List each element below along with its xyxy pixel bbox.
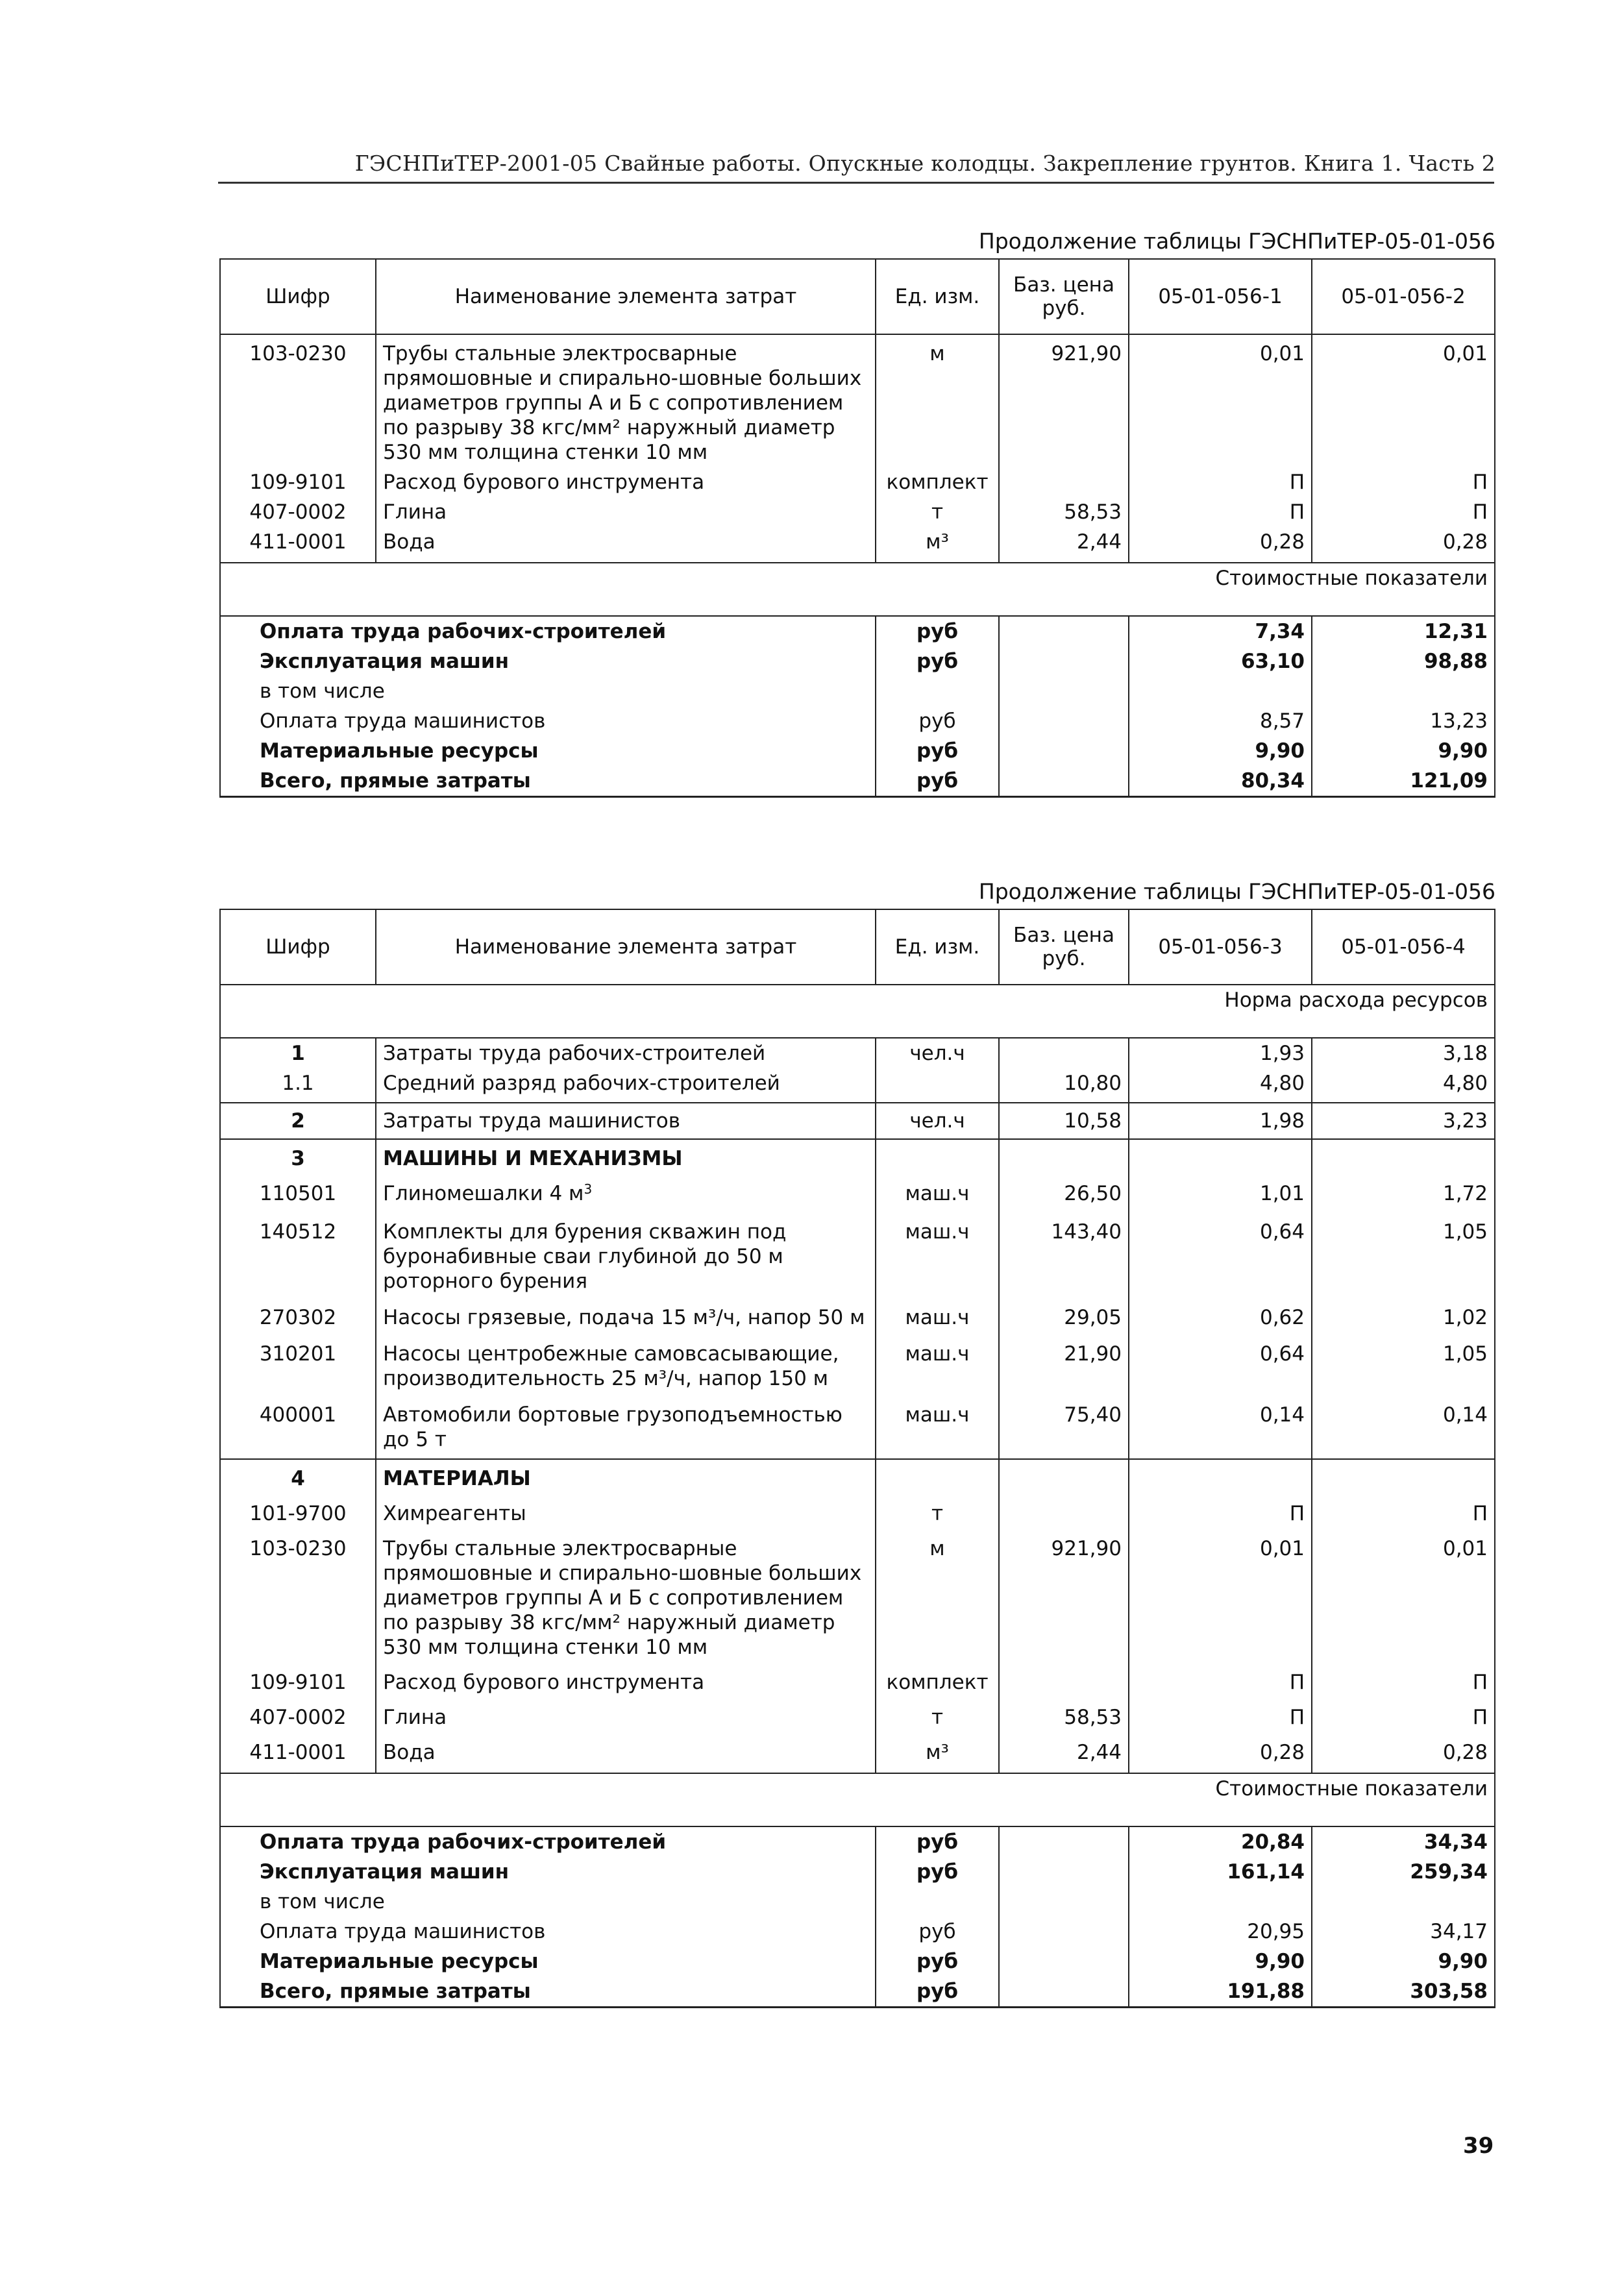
cost-price-empty — [999, 1887, 1129, 1917]
cost-value-1: 80,34 — [1129, 766, 1312, 797]
col-header-code: Шифр — [220, 259, 376, 334]
cost-unit — [876, 1887, 999, 1917]
row-unit: м — [876, 334, 999, 467]
cost-row — [220, 706, 1495, 736]
table-row — [220, 1697, 1495, 1732]
cost-label: Всего, прямые затраты — [220, 766, 876, 797]
cost-row — [220, 736, 1495, 766]
cost-value-1: 191,88 — [1129, 1976, 1312, 2008]
row-value-2: 3,18 — [1312, 1038, 1495, 1068]
row-code: 310201 — [220, 1333, 376, 1394]
row-unit: т — [876, 1493, 999, 1529]
row-value-2: П — [1312, 467, 1495, 497]
row-name: Комплекты для бурения скважин под буронабивные сваи глубиной до 50 м роторного бурения — [376, 1211, 876, 1296]
row-value-2: 0,14 — [1312, 1394, 1495, 1459]
row-price — [999, 1038, 1129, 1068]
row-unit: маш.ч — [876, 1296, 999, 1333]
cost-row — [220, 1887, 1495, 1917]
row-value-2: 0,01 — [1312, 334, 1495, 467]
row-code: 109-9101 — [220, 467, 376, 497]
row-value-2 — [1312, 1139, 1495, 1174]
col-header-code: Шифр — [220, 909, 376, 985]
table2-cost-band-row — [220, 1773, 1495, 1826]
table1-caption: Продолжение таблицы ГЭСНПиТЕР-05-01-056 — [978, 228, 1495, 254]
table1-cost-rows — [220, 616, 1495, 797]
row-price: 26,50 — [999, 1174, 1129, 1211]
norm-band-label: Норма расхода ресурсов — [220, 985, 1495, 1038]
row-name: Расход бурового инструмента — [376, 1662, 876, 1697]
cost-value-2: 13,23 — [1312, 706, 1495, 736]
row-value-1: 0,01 — [1129, 334, 1312, 467]
row-value-1: 0,62 — [1129, 1296, 1312, 1333]
row-value-1: П — [1129, 1697, 1312, 1732]
row-value-2: 1,05 — [1312, 1211, 1495, 1296]
cost-label: Оплата труда рабочих-строителей — [220, 616, 876, 646]
row-value-2: 3,23 — [1312, 1103, 1495, 1139]
cost-row — [220, 646, 1495, 676]
row-price: 143,40 — [999, 1211, 1129, 1296]
col-header-norm-1: 05-01-056-1 — [1129, 259, 1312, 334]
row-value-1: П — [1129, 497, 1312, 527]
cost-price-empty — [999, 1857, 1129, 1887]
table-row — [220, 1732, 1495, 1773]
row-name: Расход бурового инструмента — [376, 467, 876, 497]
row-price: 10,80 — [999, 1068, 1129, 1103]
row-value-2: 1,02 — [1312, 1296, 1495, 1333]
cost-price-empty — [999, 676, 1129, 706]
table2-caption: Продолжение таблицы ГЭСНПиТЕР-05-01-056 — [978, 879, 1495, 904]
page-number: 39 — [1463, 2133, 1494, 2159]
row-value-1: 1,01 — [1129, 1174, 1312, 1211]
header-rule — [218, 182, 1494, 184]
col-header-unit: Ед. изм. — [876, 259, 999, 334]
row-value-1: П — [1129, 1662, 1312, 1697]
row-code: 3 — [220, 1139, 376, 1174]
cost-label: Материальные ресурсы — [220, 1947, 876, 1976]
col-header-price: Баз. цена руб. — [999, 909, 1129, 985]
row-code: 1 — [220, 1038, 376, 1068]
row-value-2: П — [1312, 1697, 1495, 1732]
cost-unit: руб — [876, 766, 999, 797]
row-value-1: 1,93 — [1129, 1038, 1312, 1068]
row-unit: маш.ч — [876, 1333, 999, 1394]
row-name: Глина — [376, 1697, 876, 1732]
cost-value-2: 9,90 — [1312, 736, 1495, 766]
row-code: 2 — [220, 1103, 376, 1139]
cost-label: в том числе — [220, 1887, 876, 1917]
row-unit: маш.ч — [876, 1174, 999, 1211]
row-price — [999, 1493, 1129, 1529]
cost-row — [220, 1826, 1495, 1857]
row-price: 58,53 — [999, 497, 1129, 527]
row-price — [999, 1139, 1129, 1174]
row-value-2: 4,80 — [1312, 1068, 1495, 1103]
cost-label: Оплата труда машинистов — [220, 706, 876, 736]
row-value-1: П — [1129, 467, 1312, 497]
cost-value-2: 34,17 — [1312, 1917, 1495, 1947]
cost-value-1: 20,95 — [1129, 1917, 1312, 1947]
table-row — [220, 1333, 1495, 1394]
row-value-1 — [1129, 1139, 1312, 1174]
row-unit — [876, 1459, 999, 1493]
table-row — [220, 1529, 1495, 1662]
cost-value-2: 303,58 — [1312, 1976, 1495, 2008]
table-row — [220, 1211, 1495, 1296]
cost-label: Оплата труда рабочих-строителей — [220, 1826, 876, 1857]
row-value-2 — [1312, 1459, 1495, 1493]
row-code: 407-0002 — [220, 497, 376, 527]
row-value-2: 0,28 — [1312, 1732, 1495, 1773]
cost-unit: руб — [876, 706, 999, 736]
cost-value-1: 7,34 — [1129, 616, 1312, 646]
cost-value-1: 9,90 — [1129, 1947, 1312, 1976]
cost-value-2: 259,34 — [1312, 1857, 1495, 1887]
cost-value-1: 161,14 — [1129, 1857, 1312, 1887]
row-code: 407-0002 — [220, 1697, 376, 1732]
row-name: Трубы стальные электросварные прямошовные и спирально-шовные больших диаметров группы А и Б с сопротивлением по разрыву 38 кгс/мм² наружный диаметр 530 мм толщина стенки 10 мм — [376, 334, 876, 467]
row-unit: т — [876, 497, 999, 527]
cost-price-empty — [999, 1976, 1129, 2008]
row-price: 10,58 — [999, 1103, 1129, 1139]
col-header-norm-2: 05-01-056-2 — [1312, 259, 1495, 334]
table-row — [220, 527, 1495, 563]
cost-row — [220, 766, 1495, 797]
row-name: Затраты труда рабочих-строителей — [376, 1038, 876, 1068]
table1 — [219, 258, 1495, 798]
row-price: 75,40 — [999, 1394, 1129, 1459]
row-code: 1.1 — [220, 1068, 376, 1103]
row-unit: м — [876, 1529, 999, 1662]
cost-unit: руб — [876, 736, 999, 766]
cost-row — [220, 1857, 1495, 1887]
row-name: Насосы грязевые, подача 15 м³/ч, напор 50 м — [376, 1296, 876, 1333]
row-unit: чел.ч — [876, 1038, 999, 1068]
table-row — [220, 334, 1495, 467]
row-price — [999, 467, 1129, 497]
cost-value-2: 98,88 — [1312, 646, 1495, 676]
row-value-1: 0,14 — [1129, 1394, 1312, 1459]
cost-price-empty — [999, 1917, 1129, 1947]
row-value-2: 1,72 — [1312, 1174, 1495, 1211]
row-value-1 — [1129, 1459, 1312, 1493]
cost-price-empty — [999, 646, 1129, 676]
row-price — [999, 1459, 1129, 1493]
row-name: Вода — [376, 1732, 876, 1773]
row-unit — [876, 1068, 999, 1103]
col-header-name: Наименование элемента затрат — [376, 259, 876, 334]
row-name: Затраты труда машинистов — [376, 1103, 876, 1139]
cost-row — [220, 676, 1495, 706]
row-code: 411-0001 — [220, 527, 376, 563]
cost-price-empty — [999, 766, 1129, 797]
row-price: 58,53 — [999, 1697, 1129, 1732]
row-unit: маш.ч — [876, 1394, 999, 1459]
row-code: 109-9101 — [220, 1662, 376, 1697]
cost-price-empty — [999, 736, 1129, 766]
row-price: 2,44 — [999, 527, 1129, 563]
cost-value-2: 9,90 — [1312, 1947, 1495, 1976]
row-code: 110501 — [220, 1174, 376, 1211]
row-name: Насосы центробежные самовсасывающие, производительность 25 м³/ч, напор 150 м — [376, 1333, 876, 1394]
row-price: 29,05 — [999, 1296, 1129, 1333]
table-row — [220, 1493, 1495, 1529]
cost-row — [220, 1947, 1495, 1976]
cost-unit: руб — [876, 1857, 999, 1887]
row-code: 103-0230 — [220, 1529, 376, 1662]
cost-value-1: 63,10 — [1129, 646, 1312, 676]
row-code: 103-0230 — [220, 334, 376, 467]
cost-row — [220, 616, 1495, 646]
row-value-1: 0,28 — [1129, 527, 1312, 563]
row-value-1: 4,80 — [1129, 1068, 1312, 1103]
row-unit: м³ — [876, 1732, 999, 1773]
row-name: Глина — [376, 497, 876, 527]
cost-price-empty — [999, 1947, 1129, 1976]
row-value-2: П — [1312, 1662, 1495, 1697]
row-value-1: 0,64 — [1129, 1211, 1312, 1296]
table2-cost-rows — [220, 1826, 1495, 2008]
section-title: МАТЕРИАЛЫ — [376, 1459, 876, 1493]
table2-norm-band-row — [220, 985, 1495, 1038]
row-price: 21,90 — [999, 1333, 1129, 1394]
row-price: 921,90 — [999, 334, 1129, 467]
row-unit: чел.ч — [876, 1103, 999, 1139]
col-header-price: Баз. цена руб. — [999, 259, 1129, 334]
cost-price-empty — [999, 706, 1129, 736]
cost-value-2 — [1312, 676, 1495, 706]
cost-band-label: Стоимостные показатели — [220, 563, 1495, 616]
cost-row — [220, 1917, 1495, 1947]
col-header-norm-4: 05-01-056-4 — [1312, 909, 1495, 985]
cost-value-2: 121,09 — [1312, 766, 1495, 797]
cost-label: Материальные ресурсы — [220, 736, 876, 766]
row-unit: т — [876, 1697, 999, 1732]
cost-label: Эксплуатация машин — [220, 1857, 876, 1887]
cost-unit — [876, 676, 999, 706]
row-name: Вода — [376, 527, 876, 563]
col-header-norm-3: 05-01-056-3 — [1129, 909, 1312, 985]
table-row — [220, 1038, 1495, 1068]
table-row — [220, 497, 1495, 527]
section-title: МАШИНЫ И МЕХАНИЗМЫ — [376, 1139, 876, 1174]
cost-value-2 — [1312, 1887, 1495, 1917]
table-row — [220, 1662, 1495, 1697]
cost-band-label: Стоимостные показатели — [220, 1773, 1495, 1826]
table2-header-row — [220, 909, 1495, 985]
cost-label: в том числе — [220, 676, 876, 706]
table-row — [220, 1394, 1495, 1459]
cost-price-empty — [999, 616, 1129, 646]
row-name: Химреагенты — [376, 1493, 876, 1529]
row-price — [999, 1662, 1129, 1697]
cost-value-1: 9,90 — [1129, 736, 1312, 766]
table-row — [220, 1068, 1495, 1103]
section-row-materials — [220, 1459, 1495, 1493]
cost-unit: руб — [876, 646, 999, 676]
cost-label: Эксплуатация машин — [220, 646, 876, 676]
cost-unit: руб — [876, 1976, 999, 2008]
row-name: Глиномешалки 4 $м^3$ — [376, 1174, 876, 1211]
row-unit: маш.ч — [876, 1211, 999, 1296]
table-row — [220, 1103, 1495, 1139]
row-value-1: 0,01 — [1129, 1529, 1312, 1662]
cost-unit: руб — [876, 1826, 999, 1857]
table1-resource-rows — [220, 334, 1495, 563]
row-name: Средний разряд рабочих-строителей — [376, 1068, 876, 1103]
row-value-2: П — [1312, 497, 1495, 527]
row-value-2: 0,01 — [1312, 1529, 1495, 1662]
row-code: 411-0001 — [220, 1732, 376, 1773]
row-value-2: 0,28 — [1312, 527, 1495, 563]
row-name: Трубы стальные электросварные прямошовные и спирально-шовные больших диаметров группы А и Б с сопротивлением по разрыву 38 кгс/мм² наружный диаметр 530 мм толщина стенки 10 мм — [376, 1529, 876, 1662]
cost-unit: руб — [876, 1947, 999, 1976]
row-value-1: 0,28 — [1129, 1732, 1312, 1773]
row-code: 140512 — [220, 1211, 376, 1296]
cost-value-2: 12,31 — [1312, 616, 1495, 646]
row-code: 4 — [220, 1459, 376, 1493]
row-unit: комплект — [876, 467, 999, 497]
table1-header-row — [220, 259, 1495, 334]
table2 — [219, 909, 1495, 2008]
table1-cost-band-row — [220, 563, 1495, 616]
cost-unit: руб — [876, 1917, 999, 1947]
section-row-machines — [220, 1139, 1495, 1174]
cost-value-1: 20,84 — [1129, 1826, 1312, 1857]
row-value-2: П — [1312, 1493, 1495, 1529]
cost-value-1 — [1129, 1887, 1312, 1917]
cost-label: Оплата труда машинистов — [220, 1917, 876, 1947]
row-unit: комплект — [876, 1662, 999, 1697]
cost-value-1: 8,57 — [1129, 706, 1312, 736]
table-row — [220, 1296, 1495, 1333]
table-row — [220, 467, 1495, 497]
row-value-1: П — [1129, 1493, 1312, 1529]
row-name: Автомобили бортовые грузоподъемностью до 5 т — [376, 1394, 876, 1459]
row-code: 400001 — [220, 1394, 376, 1459]
cost-value-2: 34,34 — [1312, 1826, 1495, 1857]
running-header: ГЭСНПиТЕР-2001-05 Свайные работы. Опускные колодцы. Закрепление грунтов. Книга 1. Часть 2 — [354, 151, 1495, 176]
row-unit: м³ — [876, 527, 999, 563]
cost-price-empty — [999, 1826, 1129, 1857]
cost-row — [220, 1976, 1495, 2008]
row-price: 921,90 — [999, 1529, 1129, 1662]
cost-value-1 — [1129, 676, 1312, 706]
table-row — [220, 1174, 1495, 1211]
row-value-1: 1,98 — [1129, 1103, 1312, 1139]
row-code: 270302 — [220, 1296, 376, 1333]
cost-unit: руб — [876, 616, 999, 646]
cost-label: Всего, прямые затраты — [220, 1976, 876, 2008]
col-header-unit: Ед. изм. — [876, 909, 999, 985]
row-value-1: 0,64 — [1129, 1333, 1312, 1394]
row-code: 101-9700 — [220, 1493, 376, 1529]
table2-resource-rows — [220, 1038, 1495, 1773]
row-unit — [876, 1139, 999, 1174]
col-header-name: Наименование элемента затрат — [376, 909, 876, 985]
row-price: 2,44 — [999, 1732, 1129, 1773]
row-value-2: 1,05 — [1312, 1333, 1495, 1394]
